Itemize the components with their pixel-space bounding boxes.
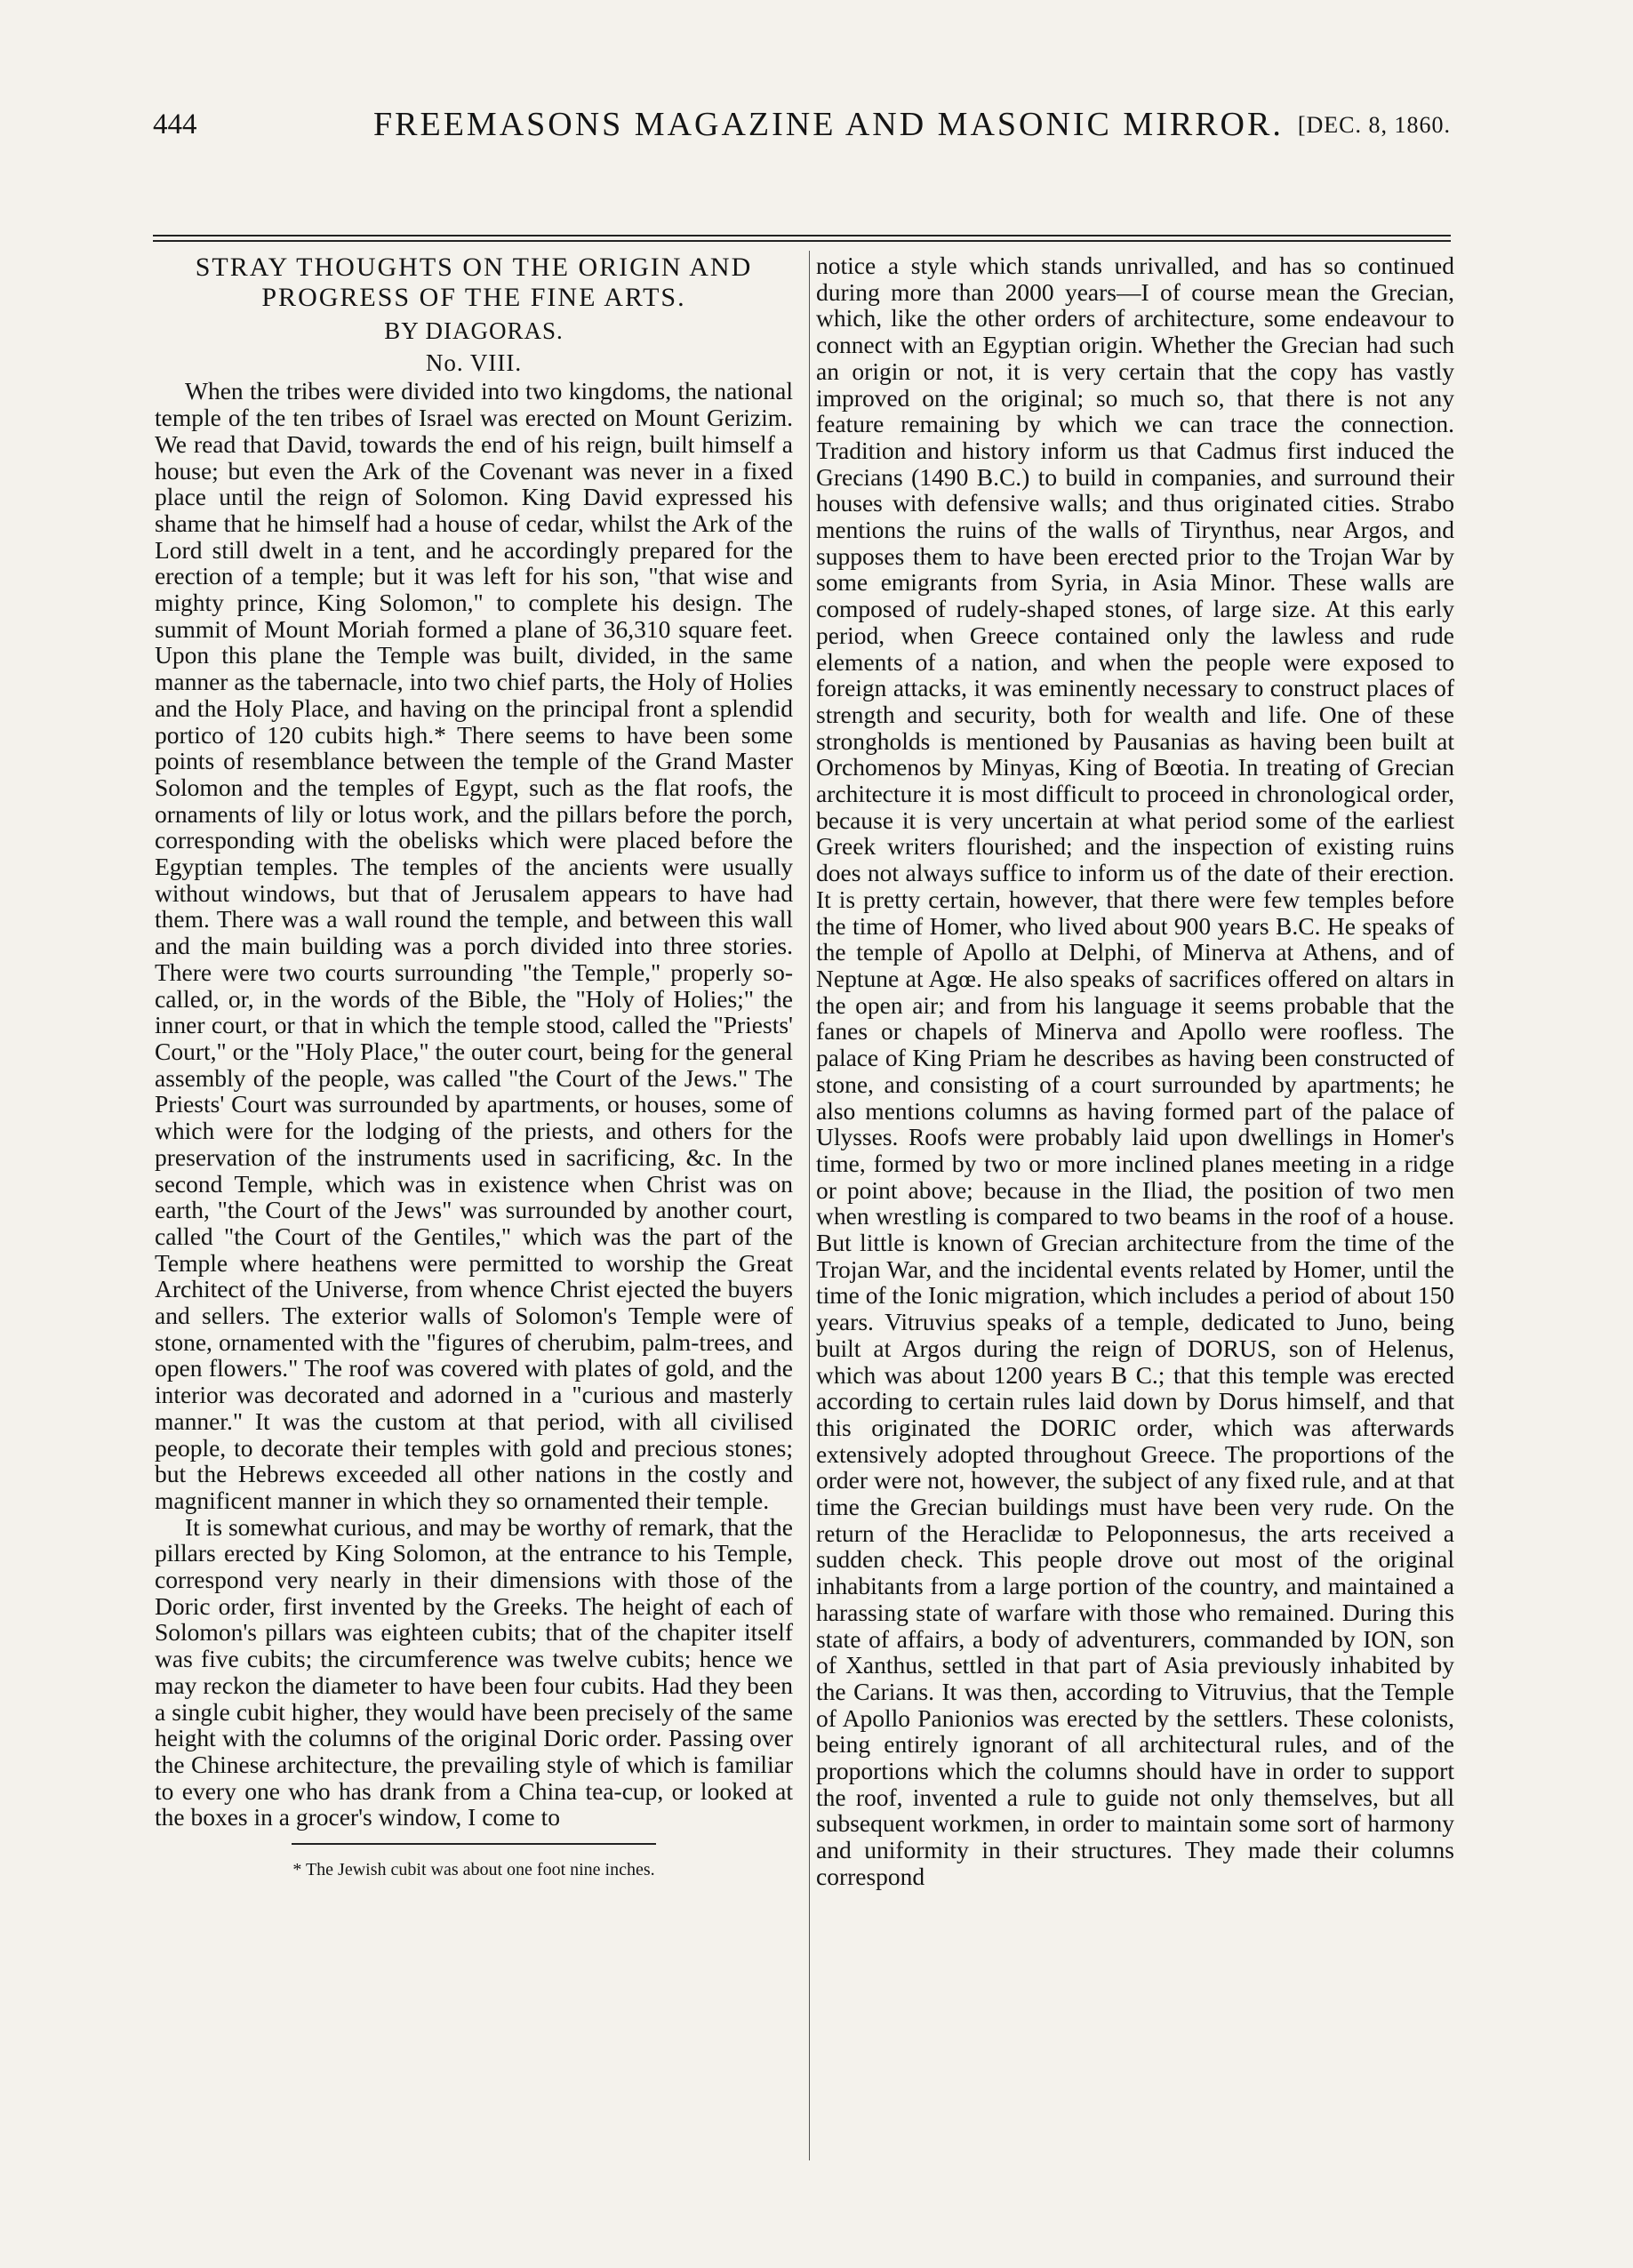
paragraph: notice a style which stands unrivalled, and has so continued during more than 2000 years—I of course mean the Grecian, which, like the other orders of architecture, some endeavour to connect with an Egyptian origin. Whether the Grecian had such an origin or not, it is very certain that the copy has vastly improved on the original; so much so, that there is not any feature remaining by which we can trace the connection. Tradition and history inform us that Cadmus first induced the Grecians (1490 B.C.) to build in companies, and surround their houses with defensive walls; and thus originated cities. Strabo mentions the ruins of the walls of Tirynthus, near Argos, and supposes them to have been erected prior to the Trojan War by some emigrants from Syria, in Asia Minor. These walls are composed of rudely-shaped stones, of large size. At this early period, when Greece contained only the lawless and rude elements of a nation, and when the people were exposed to foreign attacks, it was eminently necessary to construct places of strength and security, both for wealth and life. One of these strongholds is mentioned by Pausanias as having been built at Orchomenos by Minyas, King of Bœotia. In treating of Grecian architecture it is most difficult to proceed in chronological order, because it is very uncertain at what period some of the earliest Greek writers flourished; and the inspection of existing ruins does not always suffice to inform us of the date of their erection. It is pretty certain, however, that there were few temples before the time of Homer, who lived about 900 years B.C. He speaks of the temple of Apollo at Delphi, of Minerva at Athens, and of Neptune at Agœ. He also speaks of sacrifices offered on altars in the open air; and from his language it seems probable that the fanes or chapels of Minerva and Apollo were roofless. The palace of King Priam he describes as having been constructed of stone, and consisting of a court surrounded by apartments; he also mentions columns as having formed part of the palace of Ulysses. Roofs were probably laid upon dwellings in Homer's time, formed by two or more inclined planes meeting in a ridge or point above; because in the Iliad, the position of two men when wrestling is compared to two beams in the roof of a house. But little is known of Grecian architecture from the time of the Trojan War, and the incidental events related by Homer, until the time of the Ionic migration, which includes a period of about 150 years. Vitruvius speaks of a temple, dedicated to Juno, being built at Argos during the reign of DORUS, son of Helenus, which was about 1200 years B C.; that this temple was erected according to certain rules laid down by Dorus himself, and that this originated the DORIC order, which was afterwards extensively adopted throughout Greece. The proportions of the order were not, however, the subject of any fixed rule, and at that time the Grecian buildings must have been very rude. On the return of the Heraclidæ to Peloponnesus, the arts received a sudden check. This people drove out most of the original inhabitants from a large portion of the country, and maintained a harassing state of warfare with those who remained. During this state of affairs, a body of adventurers, commanded by ION, son of Xanthus, settled in that part of Asia previously inhabited by the Carians. It was then, according to Vitruvius, that the Temple of Apollo Panionios was erected by the settlers. These colonists, being entirely ignorant of all architectural rules, and of the proportions which the columns should have in order to support the roof, invented a rule to guide not only themselves, but all subsequent workmen, in order to maintain some sort of harmony and uniformity in their structures. They made their columns correspond <box>816 252 1454 1890</box>
footnote: * The Jewish cubit was about one foot nine inches. <box>292 1860 655 1880</box>
article-byline: BY DIAGORAS. <box>384 317 564 344</box>
left-column <box>155 252 793 1880</box>
article-title: STRAY THOUGHTS ON THE ORIGIN AND PROGRESS OF THE FINE ARTS. <box>195 252 753 312</box>
page-header <box>153 101 1451 172</box>
column-divider <box>809 251 810 2160</box>
right-column <box>816 252 1454 1890</box>
paragraph: When the tribes were divided into two kingdoms, the national temple of the ten tribes of Israel was erected on Mount Gerizim. We read that David, towards the end of his reign, built himself a house; but even the Ark of the Covenant was never in a fixed place until the reign of Solomon. King David expressed his shame that he himself had a house of cedar, whilst the Ark of the Lord still dwelt in a tent, and he accordingly prepared for the erection of a temple; but it was left for his son, "that wise and mighty prince, King Solomon," to complete his design. The summit of Mount Moriah formed a plane of 36,310 square feet. Upon this plane the Temple was built, divided, in the same manner as the tabernacle, into two chief parts, the Holy of Holies and the Holy Place, and having on the principal front a splendid portico of 120 cubits high.* There seems to have been some points of resemblance between the temple of the Grand Master Solomon and the temples of Egypt, such as the flat roofs, the ornaments of lily or lotus work, and the pillars before the porch, corresponding with the obelisks which were placed before the Egyptian temples. The temples of the ancients were usually without windows, but that of Jerusalem appears to have had them. There was a wall round the temple, and between this wall and the main building was a porch divided into three stories. There were two courts surrounding "the Temple," properly so-called, or, in the words of the Bible, the "Holy of Holies;" the inner court, or that in which the temple stood, called the "Priests' Court," or the "Holy Place," the outer court, being for the general assembly of the people, was called "the Court of the Jews." The Priests' Court was surrounded by apartments, or houses, some of which were for the lodging of the priests, and others for the preservation of the instruments used in sacrificing, &c. In the second Temple, which was in existence when Christ was on earth, "the Court of the Jews" was surrounded by another court, called "the Court of the Gentiles," which was the part of the Temple where heathens were permitted to worship the Great Architect of the Universe, from whence Christ ejected the buyers and sellers. The exterior walls of Solomon's Temple were of stone, ornamented with the "figures of cherubim, palm-trees, and open flowers." The roof was covered with plates of gold, and the interior was decorated and adorned in a "curious and masterly manner." It was the custom at that period, with all civilised people, to decorate their temples with gold and precious stones; but the Hebrews exceeded all other nations in the costly and magnificent manner in which they so ornamented their temple. <box>155 377 793 1514</box>
footnote-rule <box>292 1843 656 1845</box>
header-rule <box>153 235 1451 242</box>
publication-title: FREEMASONS MAGAZINE AND MASONIC MIRROR. <box>373 106 1284 143</box>
article-number: No. VIII. <box>425 349 523 376</box>
page-number: 444 <box>153 108 197 140</box>
paragraph: It is somewhat curious, and may be worthy of remark, that the pillars erected by King Solomon, at the entrance to his Temple, correspond very nearly in their dimensions with those of the Doric order, first invented by the Greeks. The height of each of Solomon's pillars was eighteen cubits; that of the chapiter itself was five cubits; the circumference was twelve cubits; hence we may reckon the diameter to have been four cubits. Had they been a single cubit higher, they would have been precisely of the same height with the columns of the original Doric order. Passing over the Chinese architecture, the prevailing style of which is familiar to every one who has drank from a China tea-cup, or looked at the boxes in a grocer's window, I come to <box>155 1512 793 1831</box>
issue-date: [DEC. 8, 1860. <box>1297 112 1451 138</box>
